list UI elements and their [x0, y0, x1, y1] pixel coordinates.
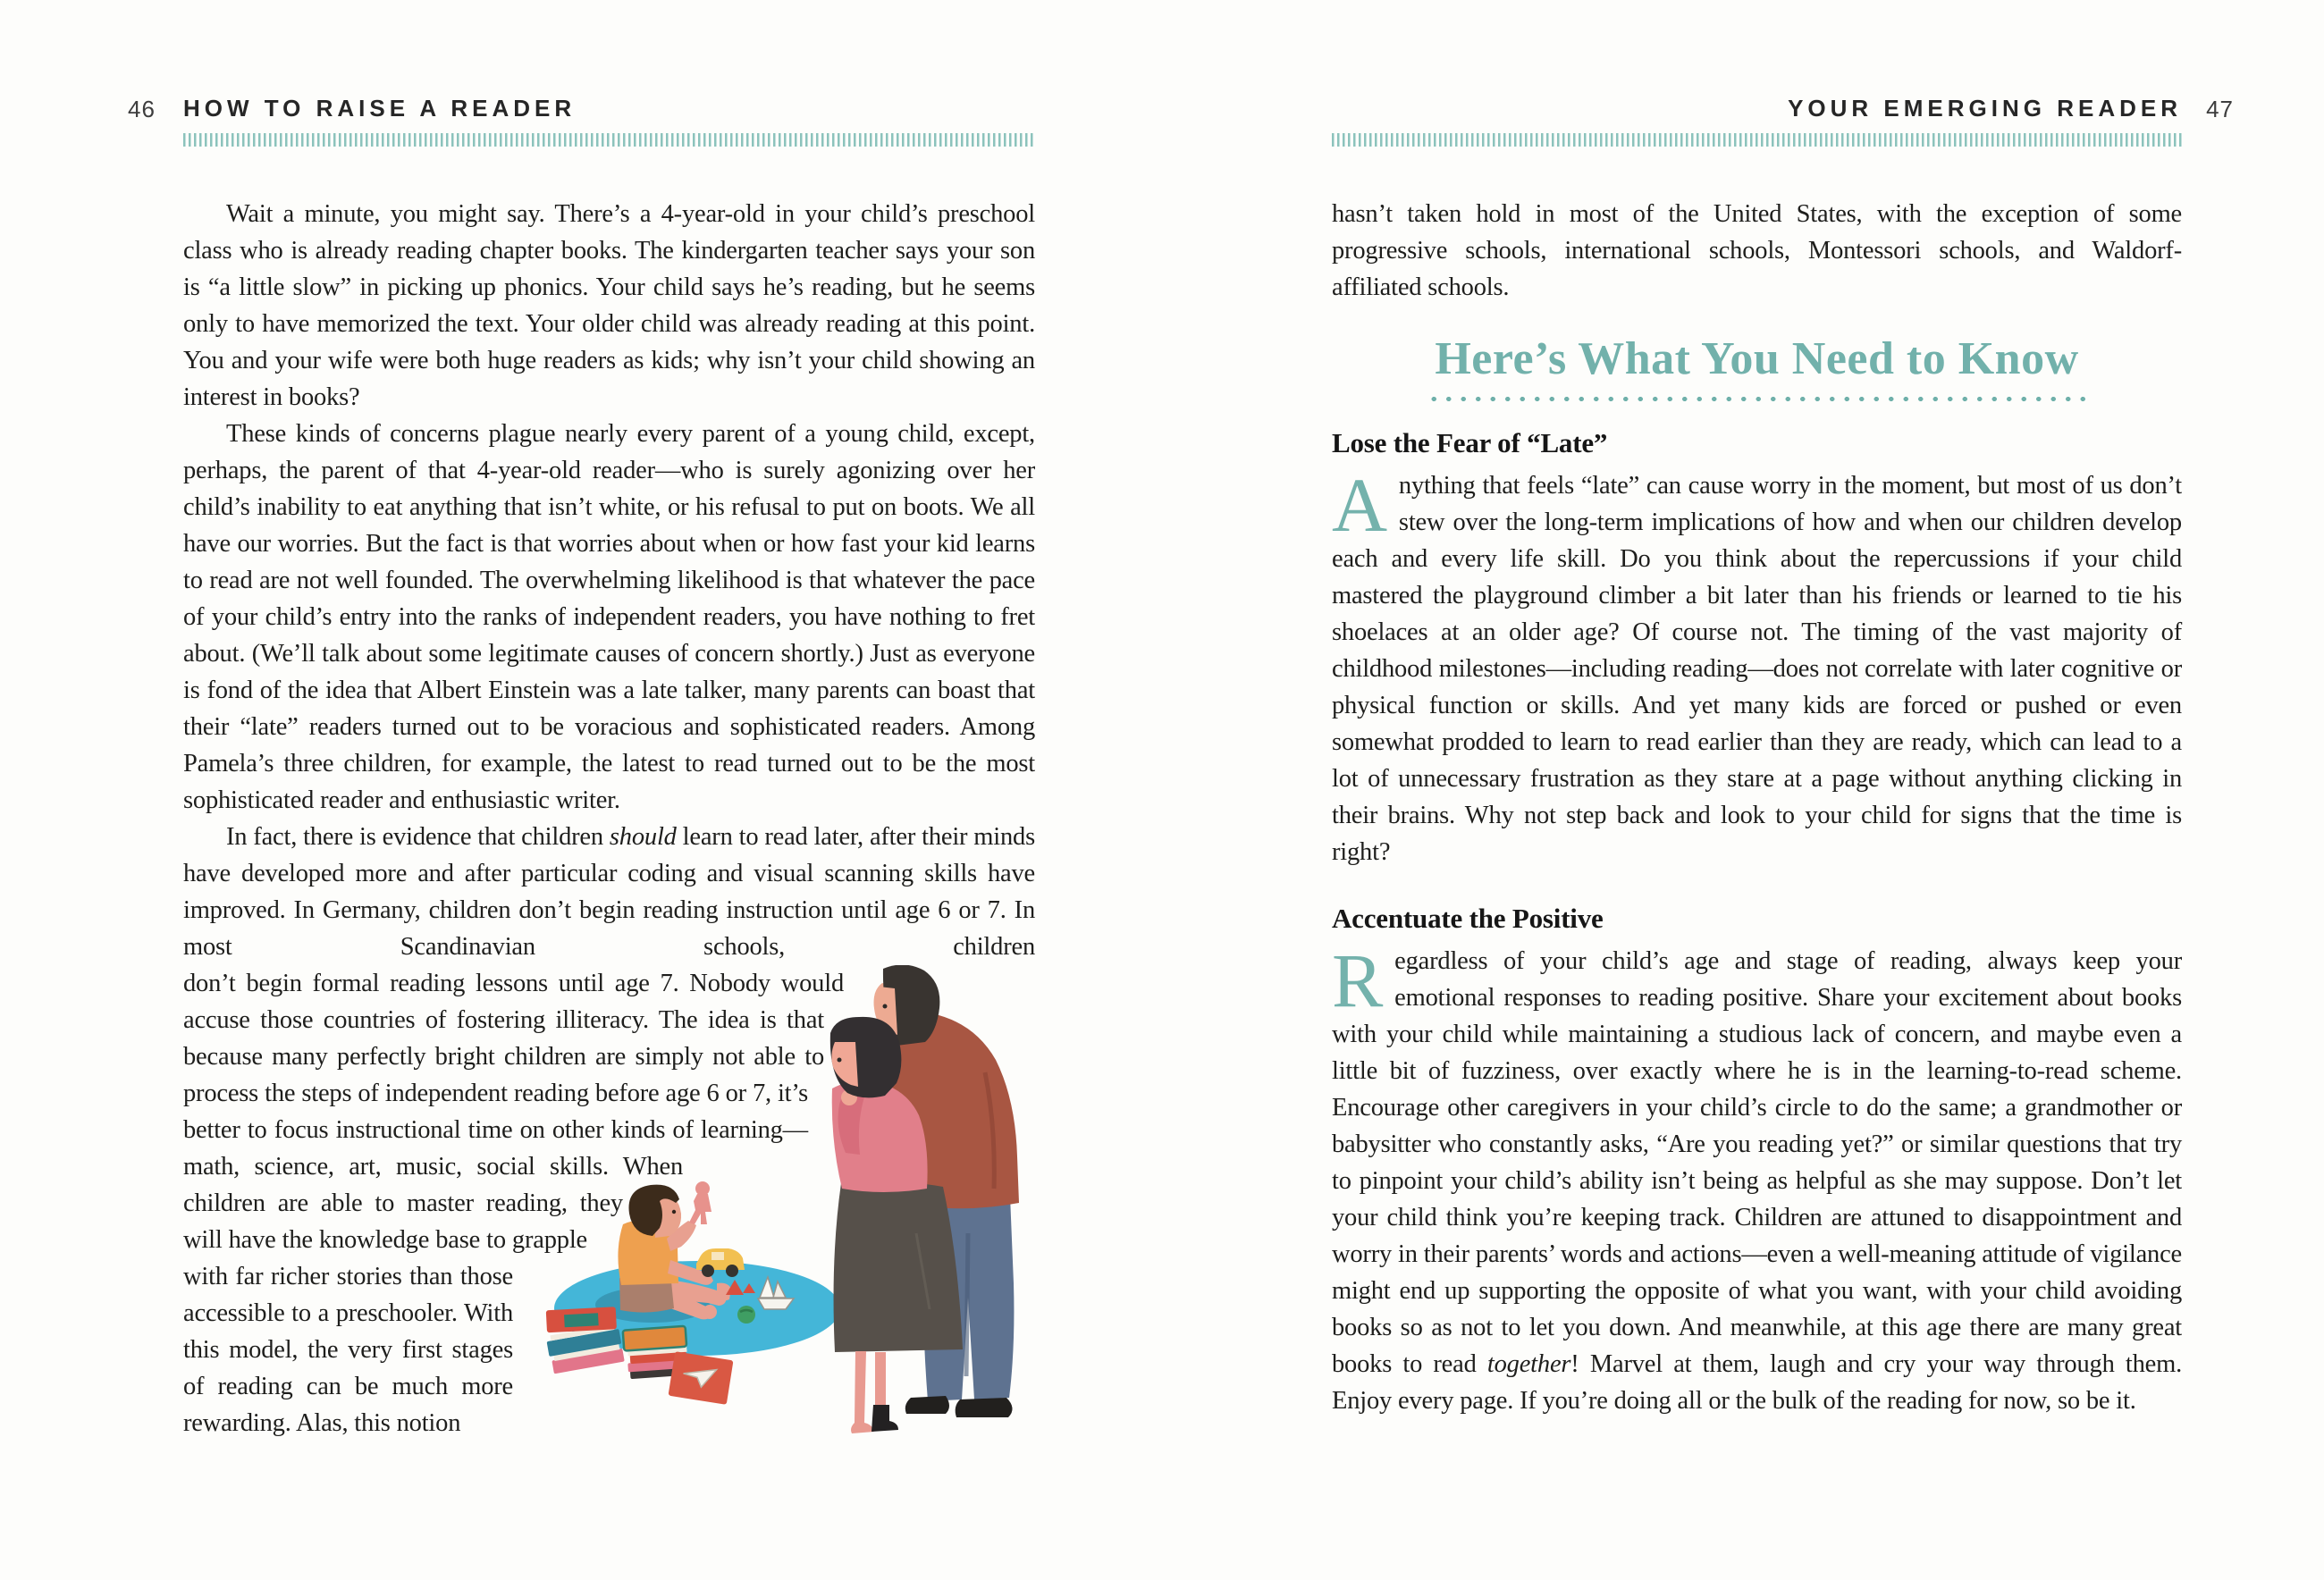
toy-ball: [737, 1306, 755, 1324]
right-page-body: [1332, 196, 2182, 1419]
drop-cap: R: [1332, 937, 1384, 1023]
book-with-paper-airplane: [668, 1351, 733, 1405]
paragraph-with-illustration: [183, 965, 1035, 1441]
paragraph-text: nything that feels “late” can cause worry in the moment, but most of us don’t stew over the long-term implications of how and when our children develop each and every life skill. Do you think about the repercussions if your child mastered the playground climber a bit later than his friends or learned to tie his shoelaces at an older age? Of course not. The timing of the vast majority of childhood milestones—including reading—does not correlate with later cognitive or physical function or skills. And yet many kids are forced or pushed or even somewhat prodded to learn to read earlier than they are ready, which can lead to a lot of unnecessary frustration as they stare at a page without anything clicking in their brains. Why not step back and look to your child for signs that the time is right?: [1332, 472, 2182, 866]
paragraph-text: egardless of your child’s age and stage of reading, always keep your emotional responses to reading positive. Share your excitement about books with your child while maintaining a studious lack of concern, and maybe even a little bit of fuzziness, over exactly where he is in the learning-to-read scheme. Encourage other caregivers in your child’s circle to do the same; a grandmother or babysitter who constantly asks, “Are you reading yet?” or similar questions that try to pinpoint your child’s ability isn’t being as helpful as she may suppose. Don’t let your child think you’re keeping track. Children are attuned to disappointment and worry in their parents’ words and actions—even a well-meaning attitude of vigilance might end up supporting the opposite of what you want, with your child avoiding books so as not to let you down. And meanwhile, at this age there are many great books to read together! Marvel at them, laugh and cry your way through them. Enjoy every page. If you’re doing all or the bulk of the reading for now, so be it.: [1332, 947, 2182, 1415]
left-running-header: [128, 95, 1035, 130]
right-page: [1332, 95, 2234, 1419]
page-number-left: 46: [128, 96, 156, 122]
paragraph: In fact, there is evidence that children should learn to read later, after their minds have developed more and after particular coding and visual scanning skills have improved. In Germany, children don’t begin reading instruction until age 6 or 7. In most Scandinavian schools, children: [183, 823, 1035, 961]
page-number-right: 47: [2206, 96, 2234, 122]
subhead-accentuate-positive: Accentuate the Positive: [1332, 903, 1604, 934]
left-page: [128, 95, 1035, 1491]
paragraph-with-drop-cap: [1332, 462, 2182, 870]
section-heading: Here’s What You Need to Know: [1435, 333, 2079, 384]
paragraph-with-drop-cap: [1332, 937, 2182, 1419]
right-running-header: [1332, 95, 2234, 130]
running-head-right: YOUR EMERGING READER: [1788, 95, 2182, 122]
header-tick-rule-right: [1332, 133, 2182, 147]
paragraph-text: don’t begin formal reading lessons until age 7. Nobody would accuse those countries of fostering illiteracy. The idea is that because many perfectly bright children are simply not able to process the steps of independent reading before age 6 or 7, it’s better to focus instructional time on other kinds of learning—math, science, art, music, social skills. When children are able to master reading, they will have the knowledge base to grapple with far richer stories than those accessible to a preschooler. With this model, the very first stages of reading can be much more rewarding. Alas, this notion: [183, 970, 844, 1437]
dotted-divider: [1427, 396, 2088, 402]
paragraph: Wait a minute, you might say. There’s a 4-year-old in your child’s preschool class who is already reading chapter books. The kindergarten teacher says your son is “a little slow” in picking up phonics. Your child says he’s reading, but he seems only to have memorized the text. Your older child was already reading at this point. You and your wife were both huge readers as kids; why isn’t your child showing an interest in books?: [183, 200, 1035, 411]
paragraph: These kinds of concerns plague nearly every parent of a young child, except, perhaps, the parent of that 4-year-old reader—who is surely agonizing over her child’s inability to eat anything that isn’t white, or his refusal to put on boots. We all have our worries. But the fact is that worries about when or how fast your kid learns to read are not well founded. The overwhelming likelihood is that whatever the pace of your child’s entry into the ranks of independent readers, you have nothing to fret about. (We’ll talk about some legitimate causes of concern shortly.) Just as everyone is fond of the idea that Albert Einstein was a late talker, many parents can boast that their “late” readers turned out to be voracious and sophisticated readers. Among Pamela’s three children, for example, the latest to read turned out to be the most sophisticated reader and enthusiastic writer.: [183, 420, 1035, 814]
subhead-lose-the-fear: Lose the Fear of “Late”: [1332, 427, 1608, 458]
toy-doll: [689, 1181, 712, 1224]
running-head-left: HOW TO RAISE A READER: [183, 95, 577, 122]
paragraph: hasn’t taken hold in most of the United States, with the exception of some progressive schools, international schools, Montessori schools, and Waldorf-affiliated schools.: [1332, 200, 2182, 301]
book-stack-left: [542, 1298, 626, 1374]
drop-cap: A: [1332, 462, 1387, 548]
left-page-body: [183, 196, 1035, 1441]
header-tick-rule-left: [183, 133, 1035, 147]
